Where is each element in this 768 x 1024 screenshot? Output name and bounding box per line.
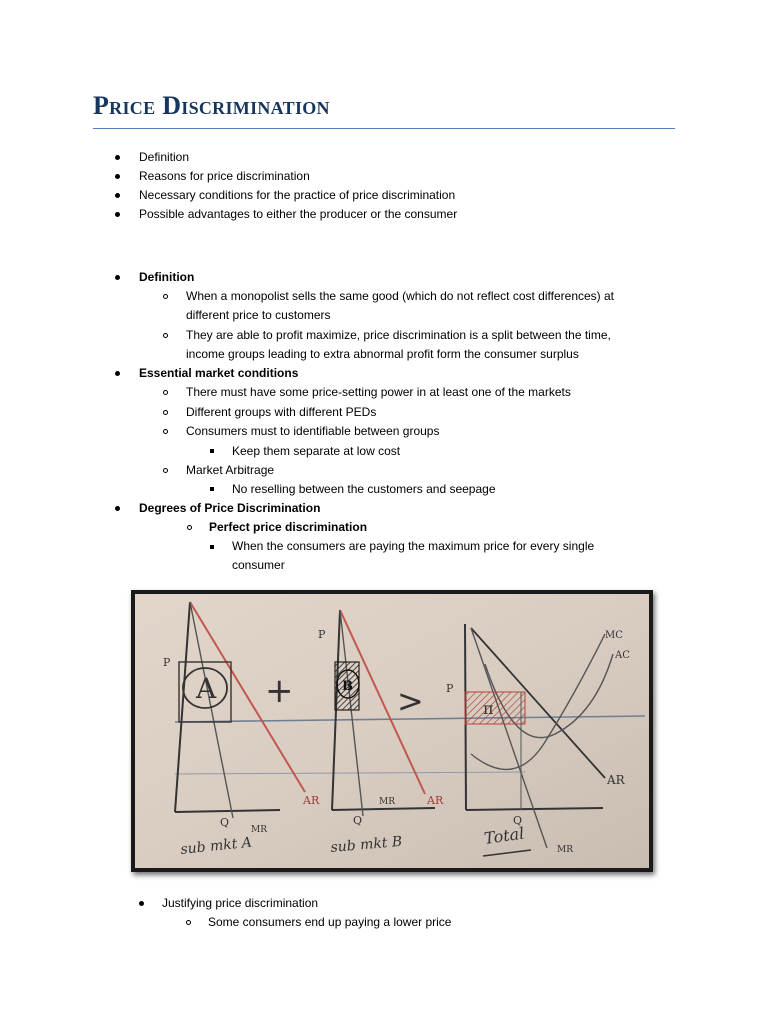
bullet-icon (115, 212, 120, 217)
ac-label: AC (615, 650, 630, 661)
intro-item: Reasons for price discrimination (139, 169, 310, 183)
bullet-icon (115, 371, 120, 376)
plus-sign: + (265, 671, 294, 711)
price-discrimination-diagram (131, 590, 653, 872)
price-label-total: P (446, 682, 454, 695)
ar-label-b: AR (427, 794, 444, 807)
condition-subpoint: No reselling between the customers and seepage (232, 482, 496, 496)
ar-label-total: AR (607, 773, 625, 787)
intro-item: Possible advantages to either the producer or the consumer (139, 207, 458, 221)
diagram-svg (135, 594, 649, 868)
square-bullet-icon (210, 545, 214, 549)
definition-point-cont: different price to customers (186, 308, 331, 322)
circle-bullet-icon (186, 920, 191, 925)
greater-than-sign: > (397, 682, 424, 720)
quantity-label-a: Q (220, 816, 230, 829)
quantity-label-total: Q (513, 814, 523, 827)
title-rule (93, 128, 675, 129)
page-title: Price Discrimination (93, 91, 330, 120)
intro-item: Definition (139, 150, 190, 164)
bullet-icon (115, 174, 120, 179)
condition-point: There must have some price-setting power in at least one of the markets (186, 385, 571, 399)
circle-a-label: A (196, 672, 217, 705)
definition-point: They are able to profit maximize, price discrimination is a split between the time, (186, 328, 611, 342)
circle-bullet-icon (163, 468, 168, 473)
circle-b-label: B (342, 679, 353, 694)
definition-point: When a monopolist sells the same good (which do not reflect cost differences) at (186, 289, 614, 303)
intro-item: Necessary conditions for the practice of price discrimination (139, 188, 456, 202)
bullet-icon (115, 155, 120, 160)
mc-label: MC (605, 630, 623, 641)
definition-heading: Definition (139, 270, 195, 284)
degrees-heading: Degrees of Price Discrimination (139, 501, 321, 515)
conditions-heading: Essential market conditions (139, 366, 299, 380)
quantity-label-b: Q (353, 814, 363, 827)
mr-label-b: MR (379, 797, 395, 807)
price-label-b: P (318, 628, 326, 641)
mr-label-a: MR (251, 825, 267, 835)
justify-point: Some consumers end up paying a lower price (208, 915, 452, 929)
definition-point-cont: income groups leading to extra abnormal profit form the consumer surplus (186, 347, 579, 361)
sub-market-b-label: sub mkt B (329, 833, 403, 856)
circle-bullet-icon (163, 429, 168, 434)
profit-label: π (483, 699, 494, 718)
mr-label-total: MR (557, 845, 573, 855)
circle-bullet-icon (163, 294, 168, 299)
square-bullet-icon (210, 449, 214, 453)
degree-point: Perfect price discrimination (209, 520, 368, 534)
square-bullet-icon (210, 487, 214, 491)
degree-detail: When the consumers are paying the maximum price for every single (232, 539, 595, 553)
condition-point: Consumers must to identifiable between groups (186, 424, 440, 438)
circle-bullet-icon (163, 390, 168, 395)
ar-label-a: AR (303, 794, 320, 807)
condition-subpoint: Keep them separate at low cost (232, 444, 401, 458)
total-market-label: Total (482, 823, 526, 848)
circle-bullet-icon (163, 333, 168, 338)
circle-bullet-icon (163, 410, 168, 415)
bullet-icon (115, 193, 120, 198)
condition-point: Different groups with different PEDs (186, 405, 377, 419)
price-label-a: P (163, 656, 171, 669)
circle-bullet-icon (187, 525, 192, 530)
bullet-icon (139, 901, 144, 906)
bullet-icon (115, 506, 120, 511)
degree-detail-cont: consumer (232, 558, 285, 572)
condition-point: Market Arbitrage (186, 463, 275, 477)
bullet-icon (115, 275, 120, 280)
sub-market-a-label: sub mkt A (179, 834, 253, 858)
justify-heading: Justifying price discrimination (162, 896, 319, 910)
